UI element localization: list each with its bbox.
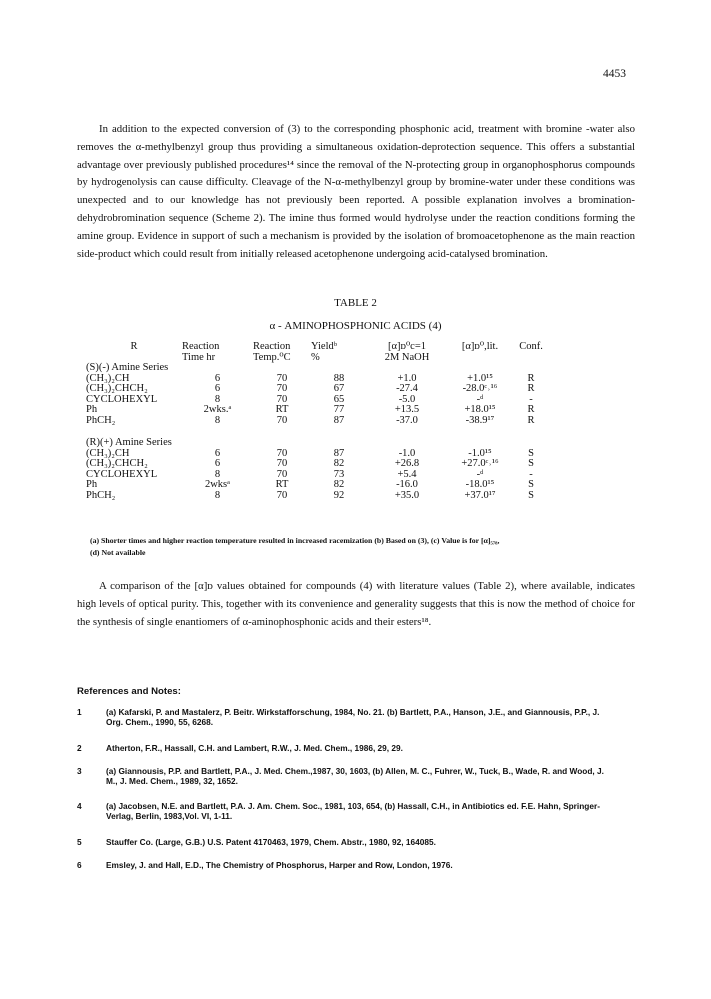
compound-name: (CH₃)₂CH xyxy=(86,372,130,384)
literature-rotation: +37.0¹⁷ xyxy=(464,489,496,501)
table-subtitle: α - AMINOPHOSPHONIC ACIDS (4) xyxy=(269,320,442,332)
header-r: R xyxy=(130,341,138,352)
table-row xyxy=(86,384,549,395)
reaction-temp: 70 xyxy=(276,468,288,480)
literature-rotation: -1.0¹⁵ xyxy=(468,447,492,459)
configuration: - xyxy=(529,393,533,405)
reaction-time: 6 xyxy=(214,383,221,394)
optical-rotation: +26.8 xyxy=(394,458,420,469)
header-configuration: Conf. xyxy=(519,341,543,352)
reaction-temp: 70 xyxy=(276,383,288,394)
page-number: 4453 xyxy=(603,68,626,80)
reaction-temp: 70 xyxy=(276,447,288,459)
reaction-time: 8 xyxy=(214,393,221,405)
body-paragraph-1 xyxy=(77,121,635,263)
reference-text: Emsley, J. and Hall, E.D., The Chemistry of Phosphorus, Harper and Row, London, 1976. xyxy=(106,860,453,870)
configuration: S xyxy=(528,489,534,501)
references-heading: References and Notes: xyxy=(77,686,181,697)
yield-value: 67 xyxy=(333,383,345,394)
reaction-time: 6 xyxy=(214,458,221,469)
table-row xyxy=(86,459,549,470)
reference-number: 6 xyxy=(77,860,82,870)
body-paragraph-1-text: In addition to the expected conversion of (3) to the corresponding phosphonic acid, treatment with bromine -water also removes the α-methylbenzyl group thus providing a simultaneous oxidation-deprotection sequence. This offers a substantial advantage over previously published procedures¹⁴ since the removal of the N-protecting group in organophosphorus compounds by hydrogenolysis can cause difficulty. Cleavage of the N-α-methylbenzyl group by bromine-water under these conditions was unexpected and to our knowledge has not previously been reported. A possible explanation involves a bromination-dehydrobromination sequence (Scheme 2). The imine thus formed would hydrolyse under the reaction conditions forming the amine group. Evidence in support of such a mechanism is provided by the isolation of bromoacetophenone as the main reaction side-product which could result from initially released acetophenone undergoing acid-catalysed bromination. xyxy=(77,123,635,260)
reaction-temp: 70 xyxy=(276,393,288,405)
optical-rotation: -1.0 xyxy=(398,447,416,459)
reference-number: 4 xyxy=(77,801,82,811)
configuration: R xyxy=(527,383,535,394)
optical-rotation: +13.5 xyxy=(394,404,420,415)
yield-value: 87 xyxy=(333,414,345,426)
body-paragraph-2 xyxy=(77,578,635,631)
reaction-time: 8 xyxy=(214,468,221,480)
header-literature-rotation: [α]ᴅ⁰,lit. xyxy=(461,341,499,352)
compound-name: (CH₃)₂CH xyxy=(86,447,130,459)
compound-name: CYCLOHEXYL xyxy=(86,393,158,405)
configuration: - xyxy=(529,468,533,480)
compound-name: CYCLOHEXYL xyxy=(86,468,158,480)
reference-number: 5 xyxy=(77,837,82,847)
optical-rotation: -27.4 xyxy=(396,383,418,394)
optical-rotation: +5.4 xyxy=(397,468,417,480)
reference-number: 2 xyxy=(77,743,82,753)
reaction-time: 2wksᵃ xyxy=(204,479,231,490)
reaction-temp: 70 xyxy=(276,372,288,384)
configuration: S xyxy=(528,447,534,459)
yield-value: 92 xyxy=(333,489,345,501)
header-reaction-time: Reaction Time hr xyxy=(182,341,220,363)
compound-name: Ph xyxy=(86,479,98,490)
yield-value: 88 xyxy=(333,372,345,384)
configuration: R xyxy=(527,414,535,426)
s-series-label: (S)(-) Amine Series xyxy=(86,362,169,373)
reaction-temp: 70 xyxy=(276,489,288,501)
reaction-temp: RT xyxy=(275,479,289,490)
compound-name: Ph xyxy=(86,404,98,415)
optical-rotation: +1.0 xyxy=(397,372,417,384)
compound-name: PhCH₂ xyxy=(86,414,116,426)
literature-rotation: +18.0¹⁵ xyxy=(464,404,496,415)
yield-value: 82 xyxy=(333,458,345,469)
configuration: R xyxy=(527,404,535,415)
reaction-time: 8 xyxy=(214,489,221,501)
r-series-rows xyxy=(86,449,549,502)
reference-number: 1 xyxy=(77,707,82,717)
table-header-row xyxy=(86,342,549,363)
reaction-time: 8 xyxy=(214,414,221,426)
header-reaction-temp: Reaction Temp.⁰C xyxy=(253,341,291,363)
table-footnote-1: (a) Shorter times and higher reaction temperature resulted in increased racemization (b) Based on (3), (c) Value is for [α]₅₇₈, xyxy=(90,536,500,545)
optical-rotation: -5.0 xyxy=(398,393,416,405)
configuration: R xyxy=(527,372,535,384)
reference-number: 3 xyxy=(77,766,82,776)
s-series-rows xyxy=(86,374,549,427)
literature-rotation: +27.0ᶜ˒¹⁶ xyxy=(461,458,499,469)
reference-text: (a) Kafarski, P. and Mastalerz, P. Beitr. Wirkstafforschung, 1984, No. 21. (b) Bartlett, P.A., Hanson, J.E., and Giannousis, P.P., J. Org. Chem., 1990, 55, 6268. xyxy=(106,707,600,727)
reference-text: Stauffer Co. (Large, G.B.) U.S. Patent 4170463, 1979, Chem. Abstr., 1980, 92, 164085. xyxy=(106,837,436,847)
reference-text: Atherton, F.R., Hassall, C.H. and Lambert, R.W., J. Med. Chem., 1986, 29, 29. xyxy=(106,743,403,753)
reaction-time: 6 xyxy=(214,372,221,384)
header-optical-rotation: [α]ᴅ⁰c=1 2M NaOH xyxy=(384,341,430,363)
table-row xyxy=(86,416,549,427)
yield-value: 77 xyxy=(333,404,345,415)
table-row xyxy=(86,480,549,491)
body-paragraph-2-text: A comparison of the [α]ᴅ values obtained for compounds (4) with literature values (Table 2), where available, indicates high levels of optical purity. This, together with its convenience and generality suggests that this is now the method of choice for the synthesis of single enantiomers of α-aminophosphonic acids and their esters¹⁸. xyxy=(77,580,635,628)
literature-rotation: +1.0¹⁵ xyxy=(467,372,493,384)
literature-rotation: -28.0ᶜ˒¹⁶ xyxy=(462,383,498,394)
reference-text: (a) Giannousis, P.P. and Bartlett, P.A., J. Med. Chem.,1987, 30, 1603, (b) Allen, M. C., Fuhrer, W., Tuck, B., Wade, R. and Wood, J. M., J. Med. Chem., 1989, 32, 1652. xyxy=(106,766,604,786)
reference-text: (a) Jacobsen, N.E. and Bartlett, P.A. J. Am. Chem. Soc., 1981, 103, 654, (b) Hassall, C.H., in Antibiotics ed. F.E. Hahn, Springer-Verlag, Berlin, 1983,Vol. VI, 1-11. xyxy=(106,801,600,821)
optical-rotation: +35.0 xyxy=(394,489,420,501)
table-title: TABLE 2 xyxy=(334,297,377,309)
r-series-label: (R)(+) Amine Series xyxy=(86,437,172,448)
compound-name: (CH₃)₂CHCH₂ xyxy=(86,383,148,394)
yield-value: 87 xyxy=(333,447,345,459)
optical-rotation: -37.0 xyxy=(396,414,418,426)
yield-value: 65 xyxy=(333,393,345,405)
reaction-time: 2wks.ᵃ xyxy=(203,404,232,415)
table-row xyxy=(86,491,549,502)
literature-rotation: -ᵈ xyxy=(476,393,484,405)
compound-name: (CH₃)₂CHCH₂ xyxy=(86,458,148,469)
table-footnote-2: (d) Not available xyxy=(90,548,146,557)
table-row xyxy=(86,405,549,416)
compound-name: PhCH₂ xyxy=(86,489,116,501)
reaction-time: 6 xyxy=(214,447,221,459)
reaction-temp: 70 xyxy=(276,458,288,469)
reaction-temp: 70 xyxy=(276,414,288,426)
literature-rotation: -18.0¹⁵ xyxy=(465,479,495,490)
aminophosphonic-acids-table xyxy=(86,342,549,501)
configuration: S xyxy=(528,458,534,469)
yield-value: 73 xyxy=(333,468,345,480)
configuration: S xyxy=(528,479,534,490)
literature-rotation: -38.9¹⁷ xyxy=(465,414,495,426)
reaction-temp: RT xyxy=(275,404,289,415)
header-yield: Yieldᵇ % xyxy=(311,341,337,363)
literature-rotation: -ᵈ xyxy=(476,468,484,480)
optical-rotation: -16.0 xyxy=(396,479,418,490)
yield-value: 82 xyxy=(333,479,345,490)
